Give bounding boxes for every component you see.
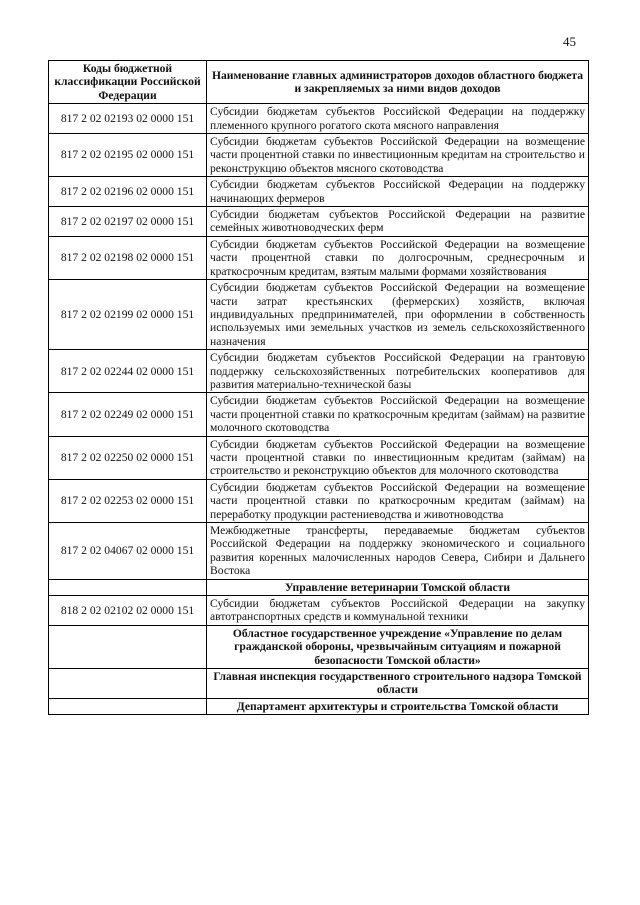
budget-code-cell: 817 2 02 02196 02 0000 151 (49, 177, 207, 207)
table-row (49, 207, 589, 237)
table-row (49, 280, 589, 350)
table-row (49, 479, 589, 522)
budget-code-cell: 817 2 02 02198 02 0000 151 (49, 236, 207, 279)
section-row (49, 669, 589, 699)
description-cell: Межбюджетные трансферты, передаваемые бюджетам субъектов Российской Федерации на поддержку экономического и социального развития коренных малочисленных народов Севера, Сибири и Дальнего Востока (207, 523, 589, 580)
table-row (49, 523, 589, 580)
empty-code-cell (49, 669, 207, 699)
budget-code-cell: 817 2 02 02253 02 0000 151 (49, 479, 207, 522)
budget-code-cell: 817 2 02 02250 02 0000 151 (49, 436, 207, 479)
budget-code-cell: 817 2 02 04067 02 0000 151 (49, 523, 207, 580)
table-row (49, 236, 589, 279)
table-header-row (49, 61, 589, 104)
administrator-heading: Управление ветеринарии Томской области (207, 579, 589, 595)
administrator-heading: Департамент архитектуры и строительства Томской области (207, 698, 589, 714)
header-names: Наименование главных администраторов доходов областного бюджета и закрепляемых за ними видов доходов (207, 61, 589, 104)
page-number: 45 (563, 34, 576, 49)
empty-code-cell (49, 698, 207, 714)
budget-revenue-table (48, 60, 589, 715)
description-cell: Субсидии бюджетам субъектов Российской Федерации на возмещение части процентной ставки по краткосрочным кредитам (займам) на развитие молочного скотоводства (207, 393, 589, 436)
description-cell: Субсидии бюджетам субъектов Российской Федерации на поддержку начинающих фермеров (207, 177, 589, 207)
empty-code-cell (49, 579, 207, 595)
budget-code-cell: 817 2 02 02193 02 0000 151 (49, 104, 207, 134)
budget-code-cell: 817 2 02 02197 02 0000 151 (49, 207, 207, 237)
table-row (49, 104, 589, 134)
description-cell: Субсидии бюджетам субъектов Российской Федерации на возмещение части процентной ставки по инвестиционным кредитам (займам) на строительство и реконструкцию объектов для молочного скотоводства (207, 436, 589, 479)
header-codes: Коды бюджетной классификации Российской Федерации (49, 61, 207, 104)
description-cell: Субсидии бюджетам субъектов Российской Федерации на возмещение части процентной ставки по инвестиционным кредитам на строительство и реконструкцию объектов мясного скотоводства (207, 134, 589, 177)
table-row (49, 393, 589, 436)
empty-code-cell (49, 625, 207, 668)
description-cell: Субсидии бюджетам субъектов Российской Федерации на поддержку племенного крупного рогатого скота мясного направления (207, 104, 589, 134)
budget-code-cell: 817 2 02 02199 02 0000 151 (49, 280, 207, 350)
table-row (49, 436, 589, 479)
table-row (49, 596, 589, 626)
administrator-heading: Областное государственное учреждение «Управление по делам гражданской обороны, чрезвычайным ситуациям и пожарной безопасности Томской области» (207, 625, 589, 668)
description-cell: Субсидии бюджетам субъектов Российской Федерации на грантовую поддержку сельскохозяйственных потребительских кооперативов для развития материально-технической базы (207, 350, 589, 393)
table-row (49, 177, 589, 207)
section-row (49, 698, 589, 714)
section-row (49, 579, 589, 595)
administrator-heading: Главная инспекция государственного строительного надзора Томской области (207, 669, 589, 699)
table-row (49, 134, 589, 177)
budget-code-cell: 817 2 02 02195 02 0000 151 (49, 134, 207, 177)
budget-code-cell: 818 2 02 02102 02 0000 151 (49, 596, 207, 626)
section-row (49, 625, 589, 668)
description-cell: Субсидии бюджетам субъектов Российской Федерации на возмещение части процентной ставки по краткосрочным кредитам (займам) на переработку продукции растениеводства и животноводства (207, 479, 589, 522)
budget-code-cell: 817 2 02 02244 02 0000 151 (49, 350, 207, 393)
budget-code-cell: 817 2 02 02249 02 0000 151 (49, 393, 207, 436)
description-cell: Субсидии бюджетам субъектов Российской Федерации на возмещение части процентной ставки по долгосрочным, среднесрочным и краткосрочным кредитам, взятым малыми формами хозяйствования (207, 236, 589, 279)
description-cell: Субсидии бюджетам субъектов Российской Федерации на возмещение части затрат крестьянских (фермерских) хозяйств, включая индивидуальных предпринимателей, при оформлении в собственность используемых ими земельных участков из земель сельскохозяйственного назначения (207, 280, 589, 350)
description-cell: Субсидии бюджетам субъектов Российской Федерации на закупку автотранспортных средств и коммунальной техники (207, 596, 589, 626)
description-cell: Субсидии бюджетам субъектов Российской Федерации на развитие семейных животноводческих ферм (207, 207, 589, 237)
table-row (49, 350, 589, 393)
